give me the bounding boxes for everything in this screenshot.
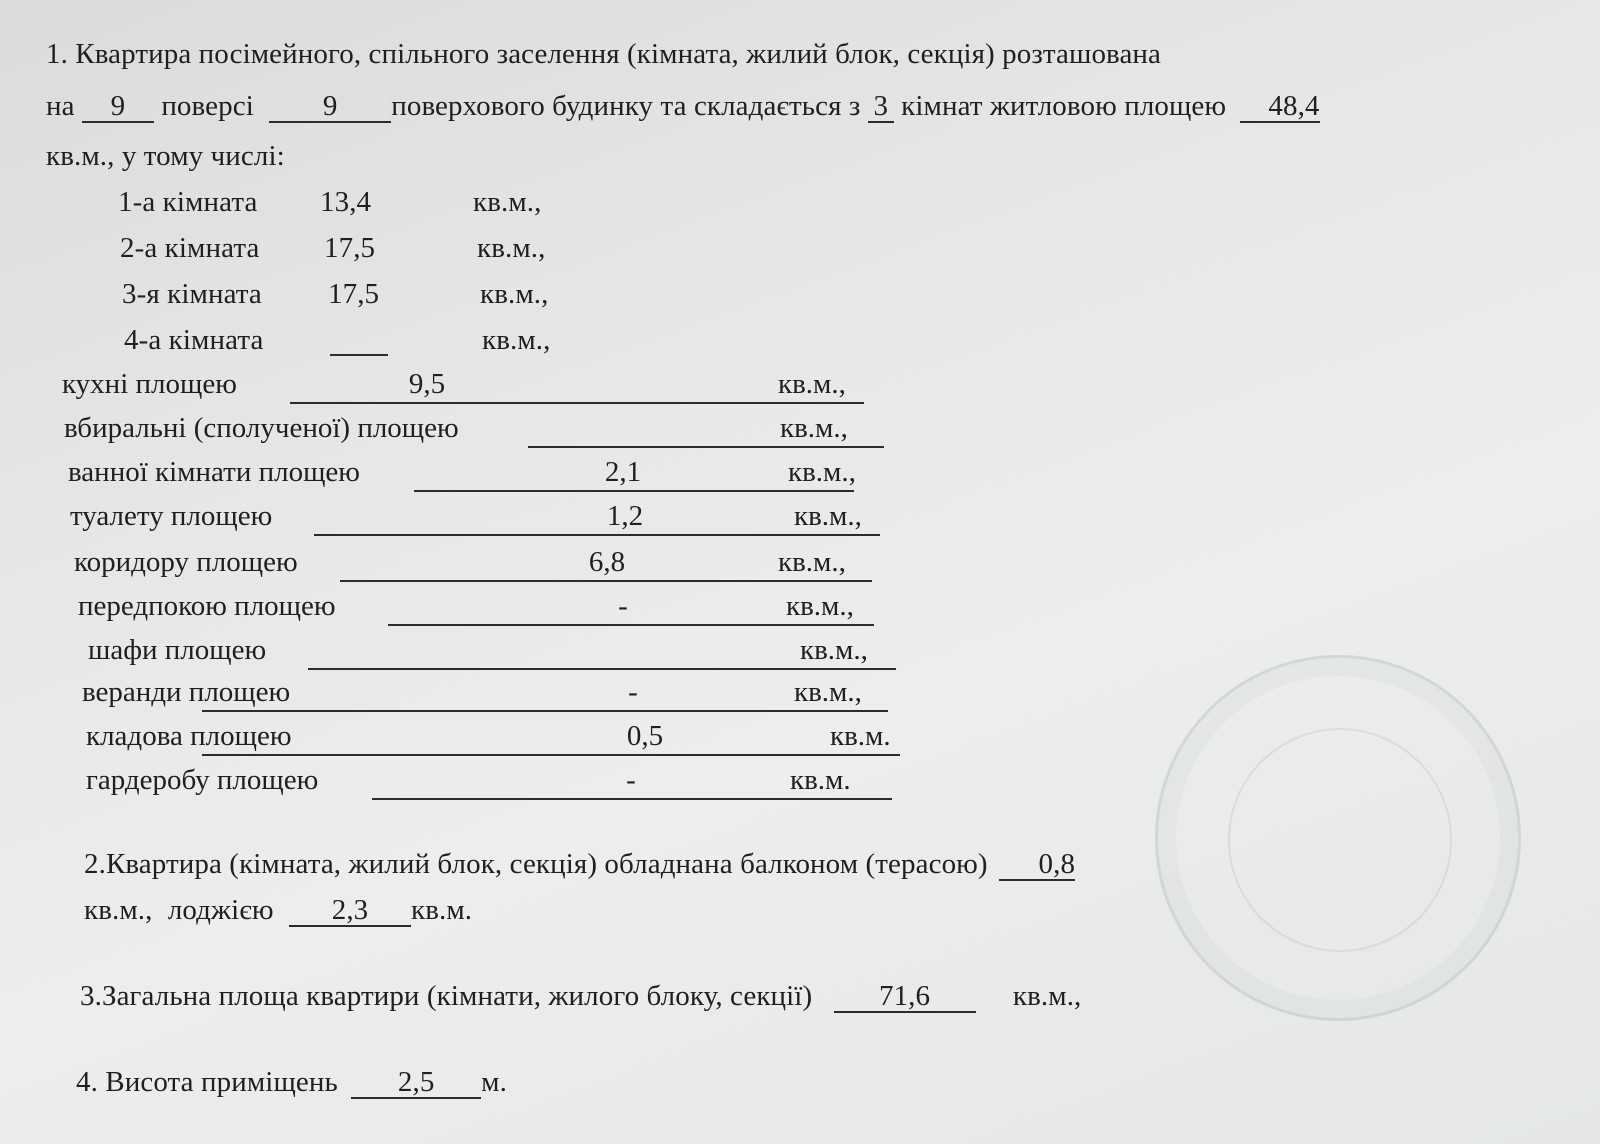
area-unit: кв.м., — [778, 368, 846, 400]
room-unit: кв.м., — [473, 186, 542, 218]
balcony-value: 0,8 — [999, 849, 1075, 881]
room-value: 17,5 — [324, 232, 376, 264]
area-value: 2,1 — [604, 456, 642, 488]
section2-line2 — [84, 894, 472, 927]
area-label: кухні площею — [62, 368, 237, 400]
area-label: вбиральні (сполученої) площею — [64, 412, 459, 444]
area-unit: кв.м., — [786, 590, 854, 622]
area-label: гардеробу площею — [86, 764, 319, 796]
area-unit: кв.м. — [790, 764, 851, 796]
area-label: коридору площею — [74, 546, 298, 578]
floor-value: 9 — [82, 91, 154, 123]
room-value: 17,5 — [328, 278, 380, 310]
area-label: туалету площею — [70, 500, 273, 532]
area-label: веранди площею — [82, 676, 291, 708]
height-value: 2,5 — [351, 1067, 481, 1099]
area-row-hallway — [78, 590, 888, 630]
area-unit: кв.м., — [794, 500, 862, 532]
section1-subtotal-line: кв.м., у тому числі: — [46, 140, 285, 172]
kvm-text: кв.м., — [84, 894, 153, 926]
poversi-text: поверсі — [161, 90, 254, 122]
section2-text: 2.Квартира (кімната, жилий блок, секція) обладнана балконом (терасою) — [84, 848, 988, 880]
area-value: 9,5 — [408, 368, 446, 400]
section1-floor-line — [46, 90, 1320, 123]
area-label: передпокою площею — [78, 590, 336, 622]
lodzhia-label: лоджією — [167, 894, 274, 926]
kimnat-text: кімнат житловою площею — [901, 90, 1227, 122]
area-unit: кв.м., — [780, 412, 848, 444]
area-unit: кв.м., — [778, 546, 846, 578]
room-value — [330, 328, 388, 356]
area-value: - — [618, 590, 628, 622]
area-row-kitchen — [62, 368, 872, 408]
area-label: шафи площею — [88, 634, 267, 666]
room-name: 1-а кімната — [118, 186, 258, 218]
area-value: 0,5 — [626, 720, 664, 752]
room-unit: кв.м., — [482, 324, 551, 356]
area-row-veranda — [82, 676, 902, 716]
area-label: кладова площею — [86, 720, 292, 752]
area-unit: кв.м., — [794, 676, 862, 708]
total-area-value: 71,6 — [834, 981, 976, 1013]
area-unit: кв.м. — [830, 720, 891, 752]
area-underline — [202, 720, 900, 756]
area-value: - — [626, 764, 636, 796]
section2-line1 — [84, 848, 1075, 881]
section3-line — [80, 980, 1081, 1013]
section3-text: 3.Загальна площа квартири (кімнати, жилого блоку, секції) — [80, 980, 813, 1012]
povercovogo-text: поверхового будинку та складається з — [391, 90, 861, 122]
area-row-toilet — [70, 500, 890, 540]
area-value: 6,8 — [588, 546, 626, 578]
room-value: 13,4 — [320, 186, 372, 218]
living-area-value: 48,4 — [1240, 91, 1320, 123]
area-row-bathroom — [68, 456, 888, 496]
total-area-unit: кв.м., — [1012, 980, 1082, 1012]
rooms-count-value: 3 — [868, 91, 894, 123]
section1-heading: 1. Квартира посімейного, спільного заселення (кімната, жилий блок, секція) розташована — [46, 38, 1162, 70]
room-unit: кв.м., — [477, 232, 546, 264]
lodzhia-unit: кв.м. — [411, 894, 473, 926]
na-text: на — [46, 90, 75, 122]
room-unit: кв.м., — [480, 278, 549, 310]
area-label: ванної кімнати площею — [68, 456, 360, 488]
floors-total-value: 9 — [269, 91, 391, 123]
area-row-wardrobe — [86, 764, 906, 804]
area-value: 1,2 — [606, 500, 644, 532]
section4-line — [76, 1066, 507, 1099]
area-value: - — [628, 676, 638, 708]
area-underline — [202, 676, 888, 712]
area-unit: кв.м., — [788, 456, 856, 488]
area-row-closet — [88, 634, 908, 674]
stamp-seal — [1155, 655, 1521, 1021]
room-name: 4-а кімната — [124, 324, 264, 356]
area-row-corridor — [74, 546, 884, 586]
area-row-storage — [86, 720, 906, 760]
section4-text: 4. Висота приміщень — [76, 1066, 338, 1098]
room-name: 3-я кімната — [122, 278, 262, 310]
height-unit: м. — [481, 1066, 507, 1098]
area-unit: кв.м., — [800, 634, 868, 666]
room-name: 2-а кімната — [120, 232, 260, 264]
lodzhia-value: 2,3 — [289, 895, 411, 927]
area-row-wc-combined — [64, 412, 894, 452]
